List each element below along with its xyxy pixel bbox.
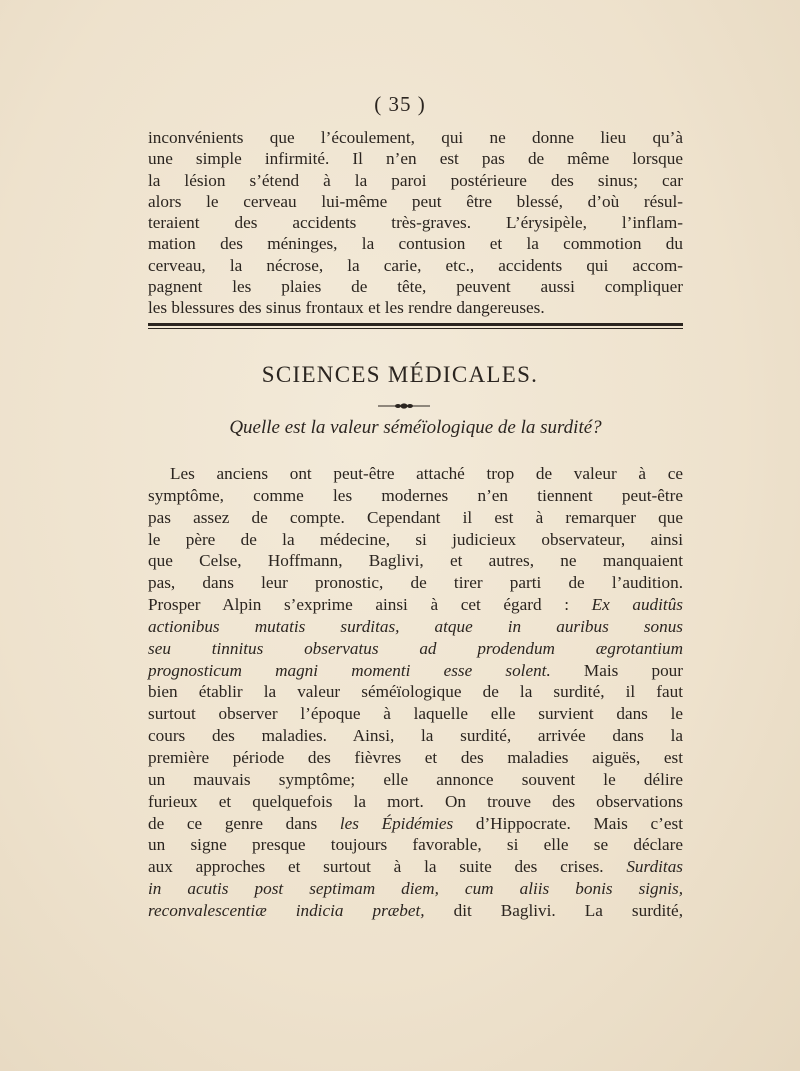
latin-quote: in acutis post septimam diem, cum aliis bonis signis, — [148, 879, 683, 899]
text-line: pagnent les plaies de tête, peuvent aussi compliquer — [148, 277, 683, 297]
text-line: que Celse, Hoffmann, Baglivi, et autres, ne manquaient — [148, 551, 683, 571]
text-line: une simple infirmité. Il n’en est pas de même lorsque — [148, 149, 683, 169]
article-title: Quelle est la valeur séméïologique de la surdité? — [229, 417, 602, 438]
text-line: teraient des accidents très-graves. L’érysipèle, l’inflam- — [148, 213, 683, 233]
text-line: la lésion s’étend à la paroi postérieure des sinus; car — [148, 170, 683, 190]
text-line — [148, 813, 683, 835]
latin-quote: Surditas — [626, 857, 683, 877]
text-line: cours des maladies. Ainsi, la surdité, arrivée dans la — [148, 726, 683, 746]
text-segment: de ce genre dans — [148, 813, 340, 833]
previous-section-paragraph — [148, 127, 683, 319]
text-line — [148, 856, 683, 878]
page-number: ( 35 ) — [374, 92, 426, 116]
text-line: alors le cerveau lui-même peut être blessé, d’où résul- — [148, 191, 683, 211]
text-line: Les anciens ont peut-être attaché trop de valeur à ce — [170, 464, 683, 483]
article-paragraph — [148, 463, 683, 922]
latin-quote: reconvalescentiæ indicia præbet, — [148, 900, 425, 920]
latin-quote: actionibus mutatis surditas, atque in auribus sonus — [148, 616, 683, 636]
text-line: pas assez de compte. Cependant il est à remarquer que — [148, 507, 683, 527]
text-line: inconvénients que l’écoulement, qui ne donne lieu qu’à — [148, 128, 683, 147]
latin-quote: Ex auditûs — [591, 595, 683, 615]
text-line: mation des méninges, la contusion et la commotion du — [148, 234, 683, 254]
section-divider-thick — [148, 323, 683, 326]
text-line: le père de la médecine, si judicieux observateur, ainsi — [148, 529, 683, 549]
text-line: surtout observer l’époque à laquelle elle survient dans le — [148, 704, 683, 724]
text-line — [148, 638, 683, 660]
text-line — [148, 900, 683, 922]
text-line: bien établir la valeur séméïologique de la surdité, il faut — [148, 682, 683, 702]
latin-quote: seu tinnitus observatus ad prodendum ægrotantium — [148, 638, 683, 658]
latin-quote: prognosticum magni momenti esse solent. — [148, 660, 551, 680]
text-segment: dit Baglivi. La surdité, — [424, 900, 683, 920]
text-line: furieux et quelquefois la mort. On trouve des observations — [148, 791, 683, 811]
text-line — [148, 878, 683, 900]
text-line: première période des fièvres et des maladies aiguës, est — [148, 747, 683, 767]
text-line: symptôme, comme les modernes n’en tiennent peut-être — [148, 485, 683, 505]
text-segment: Prosper Alpin s’exprime ainsi à cet égard : — [148, 595, 592, 615]
text-line — [148, 660, 683, 682]
text-line: cerveau, la nécrose, la carie, etc., accidents qui accom- — [148, 255, 683, 275]
text-line: un mauvais symptôme; elle annonce souvent le délire — [148, 769, 683, 789]
text-line — [148, 594, 683, 616]
text-line: pas, dans leur pronostic, de tirer parti de l’audition. — [148, 573, 683, 593]
ornament-divider-icon — [378, 402, 430, 410]
section-title: SCIENCES MÉDICALES. — [261, 362, 539, 387]
text-line: un signe presque toujours favorable, si elle se déclare — [148, 835, 683, 855]
book-title: les Épidémies — [339, 813, 454, 833]
text-segment: d’Hippocrate. Mais c’est — [453, 813, 683, 833]
text-line — [148, 616, 683, 638]
text-segment: Mais pour — [550, 660, 683, 680]
text-line: les blessures des sinus frontaux et les rendre dangereuses. — [148, 298, 545, 318]
section-divider-thin — [148, 328, 683, 329]
text-segment: aux approches et surtout à la suite des crises. — [148, 857, 627, 877]
